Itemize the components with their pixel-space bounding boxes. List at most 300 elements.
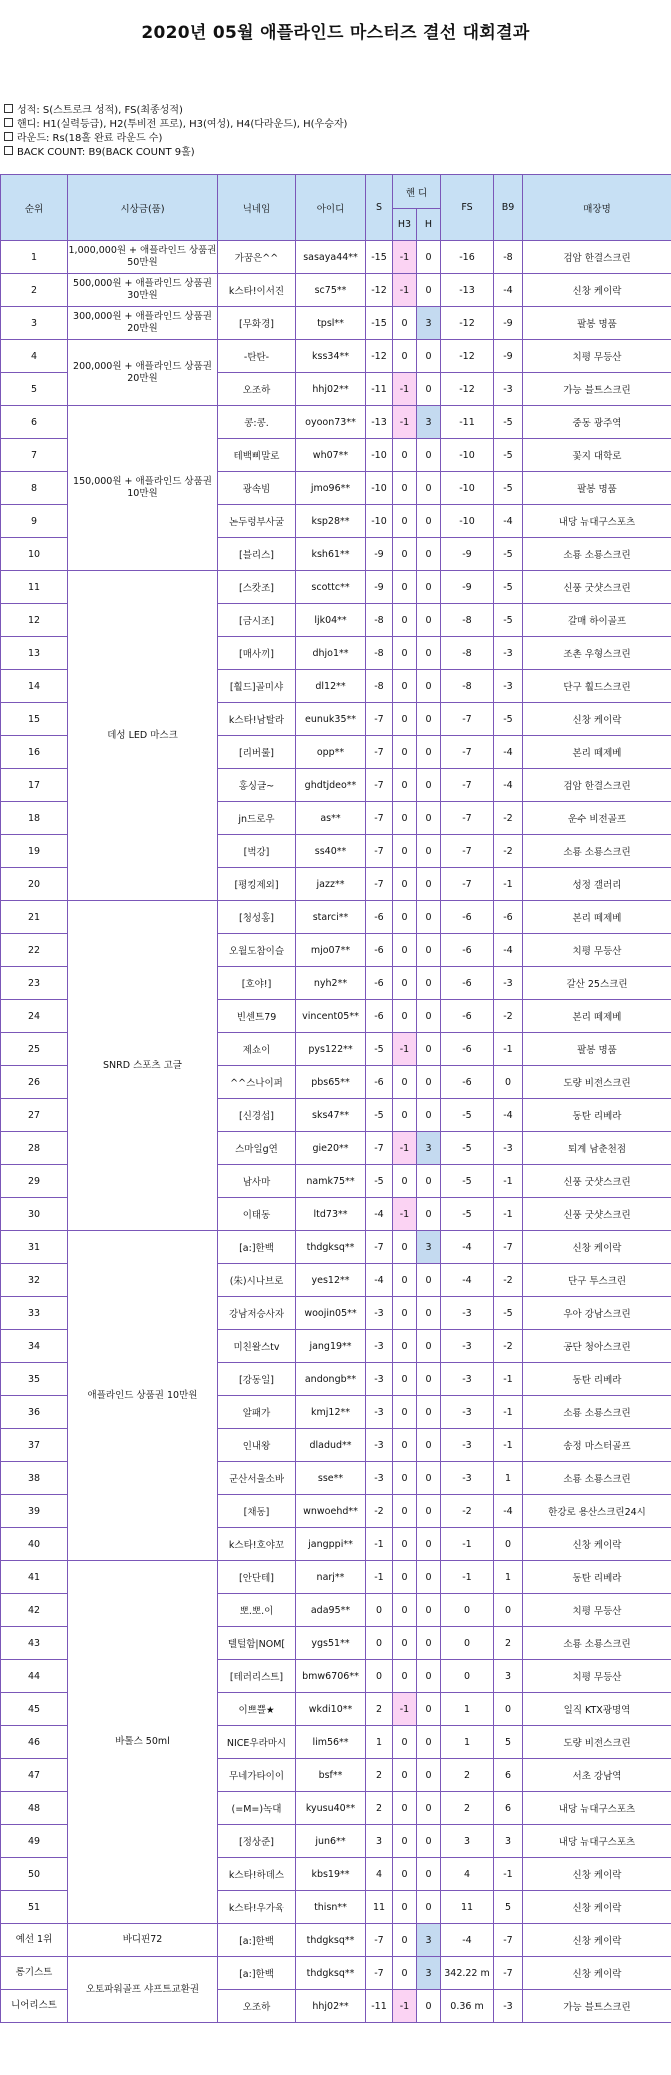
- b9-cell: -4: [494, 274, 523, 307]
- store-cell: 가능 블트스크린: [523, 373, 671, 406]
- fs-cell: 2: [441, 1792, 494, 1825]
- table-row: [1, 307, 671, 340]
- stroke-cell: -1: [366, 1561, 393, 1594]
- store-cell: 신창 케이락: [523, 274, 671, 307]
- h-cell: 0: [417, 1528, 441, 1561]
- legend: [4, 104, 671, 160]
- id-cell: dladud**: [296, 1429, 366, 1462]
- header-s: S: [366, 175, 393, 241]
- h3-cell: 0: [393, 868, 417, 901]
- h-cell: 0: [417, 505, 441, 538]
- h-cell: 3: [417, 1924, 441, 1957]
- rank-cell: 1: [1, 241, 68, 274]
- h3-cell: 0: [393, 538, 417, 571]
- b9-cell: 5: [494, 1891, 523, 1924]
- fs-cell: -6: [441, 1000, 494, 1033]
- stroke-cell: -7: [366, 835, 393, 868]
- stroke-cell: -8: [366, 637, 393, 670]
- h3-cell: -1: [393, 1693, 417, 1726]
- nickname-cell: [리버룰]: [218, 736, 296, 769]
- id-cell: oyoon73**: [296, 406, 366, 439]
- b9-cell: 1: [494, 1462, 523, 1495]
- stroke-cell: -5: [366, 1033, 393, 1066]
- rank-cell: 34: [1, 1330, 68, 1363]
- h3-cell: 0: [393, 1627, 417, 1660]
- store-cell: 치평 무등산: [523, 1594, 671, 1627]
- store-cell: 팔봉 명품: [523, 307, 671, 340]
- b9-cell: -3: [494, 670, 523, 703]
- b9-cell: -2: [494, 1330, 523, 1363]
- store-cell: 운수 비전골프: [523, 802, 671, 835]
- rank-cell: 40: [1, 1528, 68, 1561]
- stroke-cell: -7: [366, 736, 393, 769]
- nickname-cell: k스타!이서진: [218, 274, 296, 307]
- rank-cell: 23: [1, 967, 68, 1000]
- fs-cell: -3: [441, 1363, 494, 1396]
- id-cell: opp**: [296, 736, 366, 769]
- table-row: [1, 1957, 671, 1990]
- fs-cell: 0: [441, 1594, 494, 1627]
- fs-cell: 11: [441, 1891, 494, 1924]
- h3-cell: 0: [393, 1429, 417, 1462]
- id-cell: namk75**: [296, 1165, 366, 1198]
- h-cell: 0: [417, 1825, 441, 1858]
- fs-cell: -7: [441, 802, 494, 835]
- id-cell: nyh2**: [296, 967, 366, 1000]
- id-cell: andongb**: [296, 1363, 366, 1396]
- rank-cell: 33: [1, 1297, 68, 1330]
- b9-cell: -8: [494, 241, 523, 274]
- nickname-cell: k스타!하데스: [218, 1858, 296, 1891]
- stroke-cell: 0: [366, 1594, 393, 1627]
- nickname-cell: 무네가타이이: [218, 1759, 296, 1792]
- nickname-cell: 가꿈은^^: [218, 241, 296, 274]
- rank-cell: 14: [1, 670, 68, 703]
- rank-cell: 18: [1, 802, 68, 835]
- nickname-cell: k스타!남탈라: [218, 703, 296, 736]
- b9-cell: -2: [494, 802, 523, 835]
- h-cell: 0: [417, 1462, 441, 1495]
- stroke-cell: -1: [366, 1528, 393, 1561]
- rank-cell: 24: [1, 1000, 68, 1033]
- stroke-cell: -7: [366, 802, 393, 835]
- nickname-cell: 광속빔: [218, 472, 296, 505]
- h3-cell: -1: [393, 241, 417, 274]
- b9-cell: -1: [494, 1396, 523, 1429]
- nickname-cell: 논두렁부사굴: [218, 505, 296, 538]
- rank-cell: 25: [1, 1033, 68, 1066]
- checkbox-icon: [4, 104, 13, 113]
- store-cell: 신창 케이락: [523, 1924, 671, 1957]
- stroke-cell: -8: [366, 670, 393, 703]
- h-cell: 0: [417, 703, 441, 736]
- fs-cell: -6: [441, 901, 494, 934]
- h-cell: 0: [417, 1033, 441, 1066]
- id-cell: hhj02**: [296, 373, 366, 406]
- h3-cell: 0: [393, 1396, 417, 1429]
- fs-cell: -7: [441, 769, 494, 802]
- rank-cell: 28: [1, 1132, 68, 1165]
- h3-cell: 0: [393, 1000, 417, 1033]
- fs-cell: -7: [441, 868, 494, 901]
- fs-cell: -9: [441, 538, 494, 571]
- legend-item: [4, 132, 671, 146]
- store-cell: 신풍 굿샷스크린: [523, 571, 671, 604]
- h-cell: 3: [417, 1132, 441, 1165]
- h-cell: 0: [417, 670, 441, 703]
- rank-cell: 45: [1, 1693, 68, 1726]
- id-cell: hhj02**: [296, 1990, 366, 2023]
- id-cell: kbs19**: [296, 1858, 366, 1891]
- id-cell: woojin05**: [296, 1297, 366, 1330]
- h-cell: 0: [417, 1066, 441, 1099]
- prize-cell: 데성 LED 마스크: [68, 571, 218, 901]
- stroke-cell: -7: [366, 1132, 393, 1165]
- h-cell: 0: [417, 1627, 441, 1660]
- store-cell: 신풍 굿샷스크린: [523, 1165, 671, 1198]
- stroke-cell: -7: [366, 868, 393, 901]
- h3-cell: 0: [393, 472, 417, 505]
- b9-cell: -3: [494, 1990, 523, 2023]
- b9-cell: -1: [494, 1858, 523, 1891]
- nickname-cell: 미친왈스tv: [218, 1330, 296, 1363]
- h3-cell: 0: [393, 1825, 417, 1858]
- fs-cell: -7: [441, 703, 494, 736]
- h-cell: 0: [417, 901, 441, 934]
- nickname-cell: [테러리스트]: [218, 1660, 296, 1693]
- fs-cell: -5: [441, 1165, 494, 1198]
- header-h3: H3: [393, 209, 417, 241]
- rank-cell: 29: [1, 1165, 68, 1198]
- stroke-cell: -6: [366, 1066, 393, 1099]
- store-cell: 서초 강남역: [523, 1759, 671, 1792]
- id-cell: kmj12**: [296, 1396, 366, 1429]
- nickname-cell: k스타!호야꼬: [218, 1528, 296, 1561]
- checkbox-icon: [4, 146, 13, 155]
- id-cell: wnwoehd**: [296, 1495, 366, 1528]
- store-cell: 갈매 하이골프: [523, 604, 671, 637]
- store-cell: 검암 한결스크린: [523, 241, 671, 274]
- id-cell: scottc**: [296, 571, 366, 604]
- b9-cell: -5: [494, 538, 523, 571]
- id-cell: ljk04**: [296, 604, 366, 637]
- legend-item: [4, 146, 671, 160]
- b9-cell: -3: [494, 1132, 523, 1165]
- b9-cell: -7: [494, 1957, 523, 1990]
- h-cell: 0: [417, 604, 441, 637]
- h-cell: 0: [417, 1330, 441, 1363]
- fs-cell: -12: [441, 373, 494, 406]
- b9-cell: -7: [494, 1924, 523, 1957]
- legend-text: 성적: S(스트로크 성적), FS(최종성적): [17, 105, 183, 116]
- h3-cell: 0: [393, 307, 417, 340]
- rank-cell: 5: [1, 373, 68, 406]
- id-cell: ghdtjdeo**: [296, 769, 366, 802]
- h-cell: 0: [417, 835, 441, 868]
- b9-cell: 3: [494, 1660, 523, 1693]
- fs-cell: 342.22 m: [441, 1957, 494, 1990]
- stroke-cell: -10: [366, 439, 393, 472]
- id-cell: as**: [296, 802, 366, 835]
- nickname-cell: [안단테]: [218, 1561, 296, 1594]
- stroke-cell: 0: [366, 1660, 393, 1693]
- nickname-cell: [훨드]골미샤: [218, 670, 296, 703]
- h-cell: 3: [417, 307, 441, 340]
- fs-cell: -3: [441, 1396, 494, 1429]
- nickname-cell: 테백삐말로: [218, 439, 296, 472]
- h-cell: 0: [417, 868, 441, 901]
- h3-cell: -1: [393, 1990, 417, 2023]
- rank-cell: 20: [1, 868, 68, 901]
- h-cell: 0: [417, 1099, 441, 1132]
- nickname-cell: 이태동: [218, 1198, 296, 1231]
- fs-cell: -6: [441, 934, 494, 967]
- h-cell: 0: [417, 1594, 441, 1627]
- prize-cell: 바톨스 50ml: [68, 1561, 218, 1924]
- store-cell: 공단 청아스크린: [523, 1330, 671, 1363]
- nickname-cell: NICE우라마시: [218, 1726, 296, 1759]
- id-cell: ygs51**: [296, 1627, 366, 1660]
- stroke-cell: -5: [366, 1165, 393, 1198]
- rank-cell: 44: [1, 1660, 68, 1693]
- stroke-cell: -5: [366, 1099, 393, 1132]
- prize-cell: SNRD 스포츠 고글: [68, 901, 218, 1231]
- rank-cell: 41: [1, 1561, 68, 1594]
- store-cell: 신풍 굿샷스크린: [523, 1198, 671, 1231]
- legend-item: [4, 118, 671, 132]
- id-cell: jmo96**: [296, 472, 366, 505]
- store-cell: 신창 케이락: [523, 1231, 671, 1264]
- fs-cell: -12: [441, 340, 494, 373]
- prize-cell: 바디핀72: [68, 1924, 218, 1957]
- h3-cell: 0: [393, 604, 417, 637]
- id-cell: lim56**: [296, 1726, 366, 1759]
- h3-cell: 0: [393, 670, 417, 703]
- b9-cell: -6: [494, 901, 523, 934]
- h3-cell: 0: [393, 1957, 417, 1990]
- rank-cell: 예선 1위: [1, 1924, 68, 1957]
- b9-cell: 6: [494, 1759, 523, 1792]
- h-cell: 0: [417, 274, 441, 307]
- fs-cell: 1: [441, 1726, 494, 1759]
- h3-cell: 0: [393, 1363, 417, 1396]
- stroke-cell: -3: [366, 1429, 393, 1462]
- store-cell: 팔봉 명품: [523, 1033, 671, 1066]
- fs-cell: -6: [441, 1033, 494, 1066]
- stroke-cell: 3: [366, 1825, 393, 1858]
- h-cell: 0: [417, 1495, 441, 1528]
- table-row: [1, 274, 671, 307]
- stroke-cell: -2: [366, 1495, 393, 1528]
- rank-cell: 4: [1, 340, 68, 373]
- fs-cell: 4: [441, 1858, 494, 1891]
- stroke-cell: -9: [366, 538, 393, 571]
- b9-cell: -2: [494, 835, 523, 868]
- h-cell: 0: [417, 1726, 441, 1759]
- nickname-cell: [신경섭]: [218, 1099, 296, 1132]
- stroke-cell: -7: [366, 1231, 393, 1264]
- id-cell: wkdi10**: [296, 1693, 366, 1726]
- checkbox-icon: [4, 132, 13, 141]
- store-cell: 신창 케이락: [523, 1891, 671, 1924]
- fs-cell: -1: [441, 1528, 494, 1561]
- header-h: H: [417, 209, 441, 241]
- h3-cell: 0: [393, 1924, 417, 1957]
- h3-cell: -1: [393, 1132, 417, 1165]
- table-row: [1, 406, 671, 439]
- stroke-cell: -13: [366, 406, 393, 439]
- b9-cell: -5: [494, 1297, 523, 1330]
- h3-cell: 0: [393, 703, 417, 736]
- h3-cell: 0: [393, 1099, 417, 1132]
- id-cell: jang19**: [296, 1330, 366, 1363]
- store-cell: 신창 케이락: [523, 703, 671, 736]
- nickname-cell: 알패가: [218, 1396, 296, 1429]
- store-cell: 동탄 리베라: [523, 1363, 671, 1396]
- id-cell: narj**: [296, 1561, 366, 1594]
- nickname-cell: 콩:콩.: [218, 406, 296, 439]
- fs-cell: -4: [441, 1924, 494, 1957]
- stroke-cell: -6: [366, 967, 393, 1000]
- h-cell: 0: [417, 373, 441, 406]
- h3-cell: 0: [393, 1330, 417, 1363]
- store-cell: 우아 강남스크린: [523, 1297, 671, 1330]
- rank-cell: 47: [1, 1759, 68, 1792]
- stroke-cell: -6: [366, 901, 393, 934]
- b9-cell: -4: [494, 769, 523, 802]
- h-cell: 3: [417, 406, 441, 439]
- nickname-cell: 홍싱글~: [218, 769, 296, 802]
- h3-cell: 0: [393, 1066, 417, 1099]
- prize-cell: 1,000,000원 + 애플라인드 상품권 50만원: [68, 241, 218, 274]
- h3-cell: 0: [393, 901, 417, 934]
- rank-cell: 48: [1, 1792, 68, 1825]
- id-cell: yes12**: [296, 1264, 366, 1297]
- rank-cell: 12: [1, 604, 68, 637]
- store-cell: 신창 케이락: [523, 1957, 671, 1990]
- nickname-cell: [a:]한백: [218, 1231, 296, 1264]
- b9-cell: -5: [494, 472, 523, 505]
- header-b9: B9: [494, 175, 523, 241]
- b9-cell: -4: [494, 1495, 523, 1528]
- rank-cell: 6: [1, 406, 68, 439]
- prize-cell: 500,000원 + 애플라인드 상품권 30만원: [68, 274, 218, 307]
- id-cell: ss40**: [296, 835, 366, 868]
- prize-cell: 150,000원 + 애플라인드 상품권 10만원: [68, 406, 218, 571]
- header-store: 매장명: [523, 175, 671, 241]
- stroke-cell: -3: [366, 1363, 393, 1396]
- b9-cell: -5: [494, 571, 523, 604]
- stroke-cell: 0: [366, 1627, 393, 1660]
- table-row: [1, 1231, 671, 1264]
- rank-cell: 35: [1, 1363, 68, 1396]
- nickname-cell: 강남저승사자: [218, 1297, 296, 1330]
- rank-cell: 37: [1, 1429, 68, 1462]
- h-cell: 0: [417, 1858, 441, 1891]
- rank-cell: 51: [1, 1891, 68, 1924]
- stroke-cell: 1: [366, 1726, 393, 1759]
- h-cell: 0: [417, 1363, 441, 1396]
- rank-cell: 10: [1, 538, 68, 571]
- store-cell: 가능 블트스크린: [523, 1990, 671, 2023]
- nickname-cell: 남사마: [218, 1165, 296, 1198]
- id-cell: pys122**: [296, 1033, 366, 1066]
- id-cell: jangppi**: [296, 1528, 366, 1561]
- stroke-cell: -3: [366, 1297, 393, 1330]
- nickname-cell: [벅강]: [218, 835, 296, 868]
- nickname-cell: 오월도참이슬: [218, 934, 296, 967]
- id-cell: bmw6706**: [296, 1660, 366, 1693]
- fs-cell: -5: [441, 1099, 494, 1132]
- stroke-cell: -4: [366, 1264, 393, 1297]
- h3-cell: 0: [393, 340, 417, 373]
- nickname-cell: k스타!우가육: [218, 1891, 296, 1924]
- b9-cell: -1: [494, 1363, 523, 1396]
- rank-cell: 31: [1, 1231, 68, 1264]
- store-cell: 도량 비전스크린: [523, 1726, 671, 1759]
- h3-cell: 0: [393, 1165, 417, 1198]
- store-cell: 신창 케이락: [523, 1528, 671, 1561]
- nickname-cell: 스마일g연: [218, 1132, 296, 1165]
- fs-cell: -16: [441, 241, 494, 274]
- h-cell: 0: [417, 1660, 441, 1693]
- h-cell: 0: [417, 1891, 441, 1924]
- nickname-cell: [청성홍]: [218, 901, 296, 934]
- h3-cell: 0: [393, 1561, 417, 1594]
- rank-cell: 롱기스트: [1, 1957, 68, 1990]
- b9-cell: -1: [494, 868, 523, 901]
- nickname-cell: [a:]한백: [218, 1957, 296, 1990]
- store-cell: 소룡 소룡스크린: [523, 1396, 671, 1429]
- id-cell: ksp28**: [296, 505, 366, 538]
- b9-cell: 5: [494, 1726, 523, 1759]
- store-cell: 본리 떼제베: [523, 736, 671, 769]
- h3-cell: -1: [393, 1198, 417, 1231]
- stroke-cell: -6: [366, 1000, 393, 1033]
- fs-cell: -7: [441, 835, 494, 868]
- rank-cell: 27: [1, 1099, 68, 1132]
- stroke-cell: -12: [366, 274, 393, 307]
- id-cell: jazz**: [296, 868, 366, 901]
- fs-cell: -11: [441, 406, 494, 439]
- h-cell: 3: [417, 1957, 441, 1990]
- id-cell: ada95**: [296, 1594, 366, 1627]
- rank-cell: 11: [1, 571, 68, 604]
- fs-cell: -1: [441, 1561, 494, 1594]
- id-cell: kss34**: [296, 340, 366, 373]
- fs-cell: 1: [441, 1693, 494, 1726]
- stroke-cell: 2: [366, 1759, 393, 1792]
- b9-cell: -5: [494, 439, 523, 472]
- header-fs: FS: [441, 175, 494, 241]
- id-cell: thdgksq**: [296, 1231, 366, 1264]
- h3-cell: -1: [393, 274, 417, 307]
- id-cell: gie20**: [296, 1132, 366, 1165]
- stroke-cell: 11: [366, 1891, 393, 1924]
- nickname-cell: [강동일]: [218, 1363, 296, 1396]
- stroke-cell: -3: [366, 1396, 393, 1429]
- fs-cell: -2: [441, 1495, 494, 1528]
- h3-cell: 0: [393, 1891, 417, 1924]
- nickname-cell: 이쁘쁠★: [218, 1693, 296, 1726]
- store-cell: 본리 떼제베: [523, 1000, 671, 1033]
- h-cell: 0: [417, 340, 441, 373]
- fs-cell: -3: [441, 1429, 494, 1462]
- rank-cell: 32: [1, 1264, 68, 1297]
- results-body: [1, 241, 671, 2023]
- table-row: [1, 571, 671, 604]
- fs-cell: -7: [441, 736, 494, 769]
